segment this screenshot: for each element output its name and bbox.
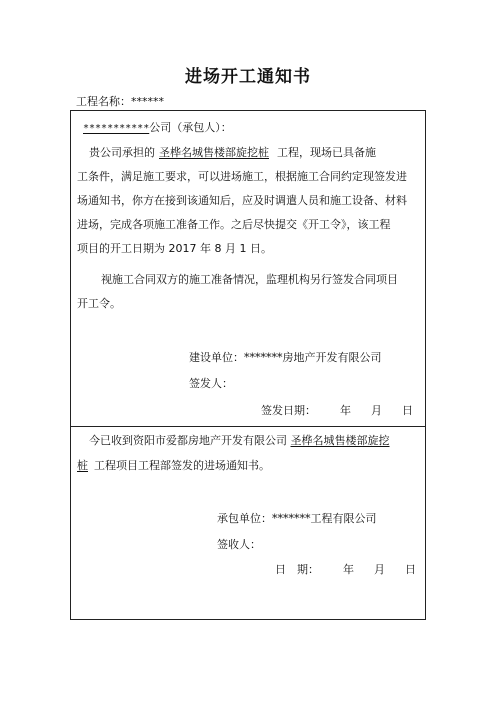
contractor-day: 日 — [405, 563, 416, 576]
issuer-signer-line: 签发人： — [189, 377, 233, 390]
contractor-unit-line — [217, 512, 377, 526]
issuer-day: 日 — [402, 404, 413, 417]
contractor-year: 年 — [343, 563, 354, 576]
section-divider — [71, 426, 425, 427]
issuer-unit-label: 建设单位： — [189, 351, 244, 364]
notice-p1-line1 — [89, 146, 376, 160]
receipt-suffix: 工程项目工程部签发的进场通知书。 — [94, 459, 270, 472]
contractor-date-line — [275, 563, 416, 577]
project-name-line — [76, 93, 164, 109]
receipt-line2 — [77, 459, 270, 473]
issuer-unit-value: *******房地产开发有限公司 — [244, 351, 382, 364]
receipt-prefix: 今已收到资阳市爱都房地产开发有限公司 — [89, 434, 287, 447]
contractor-signer-line: 签收人： — [217, 538, 261, 551]
contractor-month: 月 — [374, 563, 385, 576]
start-year-unit: 年 — [200, 242, 211, 255]
start-date-prefix: 项目的开工日期为 — [77, 242, 165, 255]
contractor-unit-value: *******工程有限公司 — [272, 512, 377, 525]
document-title: 进场开工通知书 — [185, 67, 311, 87]
issuer-date-label: 签发日期： — [261, 404, 316, 417]
issuer-month: 月 — [371, 404, 382, 417]
notice-p1-line2: 工条件，满足施工要求，可以进场施工，根据施工合同约定现签发进 — [77, 170, 407, 183]
notice-p2-line1: 视施工合同双方的施工准备情况，监理机构另行签发合同项目 — [101, 273, 398, 286]
notice-p2-line2: 开工令。 — [77, 297, 121, 310]
receipt-line1 — [89, 434, 390, 448]
notice-p1-suffix: 工程，现场已具备施 — [277, 146, 376, 159]
notice-p1-line5 — [77, 242, 272, 256]
issuer-date-line — [261, 404, 413, 418]
issuer-unit-line — [189, 351, 382, 365]
issuer-year: 年 — [340, 404, 351, 417]
project-name-label: 工程名称： — [76, 95, 131, 108]
recipient-name: *********** — [83, 123, 150, 134]
recipient-suffix: 公司（承包人）： — [149, 121, 232, 134]
notice-table — [70, 110, 426, 620]
start-month-day: 8 月 1 日。 — [214, 242, 272, 255]
notice-p1-line3: 场通知书，你方在接到该通知后，应及时调遣人员和施工设备、材料 — [77, 194, 407, 207]
receipt-project-part2: 桩 — [77, 459, 88, 472]
project-name-value: ****** — [131, 95, 164, 108]
notice-p1-prefix: 贵公司承担的 — [89, 146, 155, 159]
contractor-unit-label: 承包单位： — [217, 512, 272, 525]
receipt-project-part1: 圣桦名城售楼部旋挖 — [290, 434, 390, 447]
notice-p1-line4: 进场，完成各项施工准备工作。之后尽快提交《开工令》，该工程 — [77, 218, 391, 231]
recipient-line — [83, 121, 232, 136]
notice-project-name: 圣桦名城售楼部旋挖桩 — [159, 146, 269, 159]
contractor-date-label: 日 期： — [275, 563, 319, 576]
start-year: 2017 — [168, 242, 197, 255]
